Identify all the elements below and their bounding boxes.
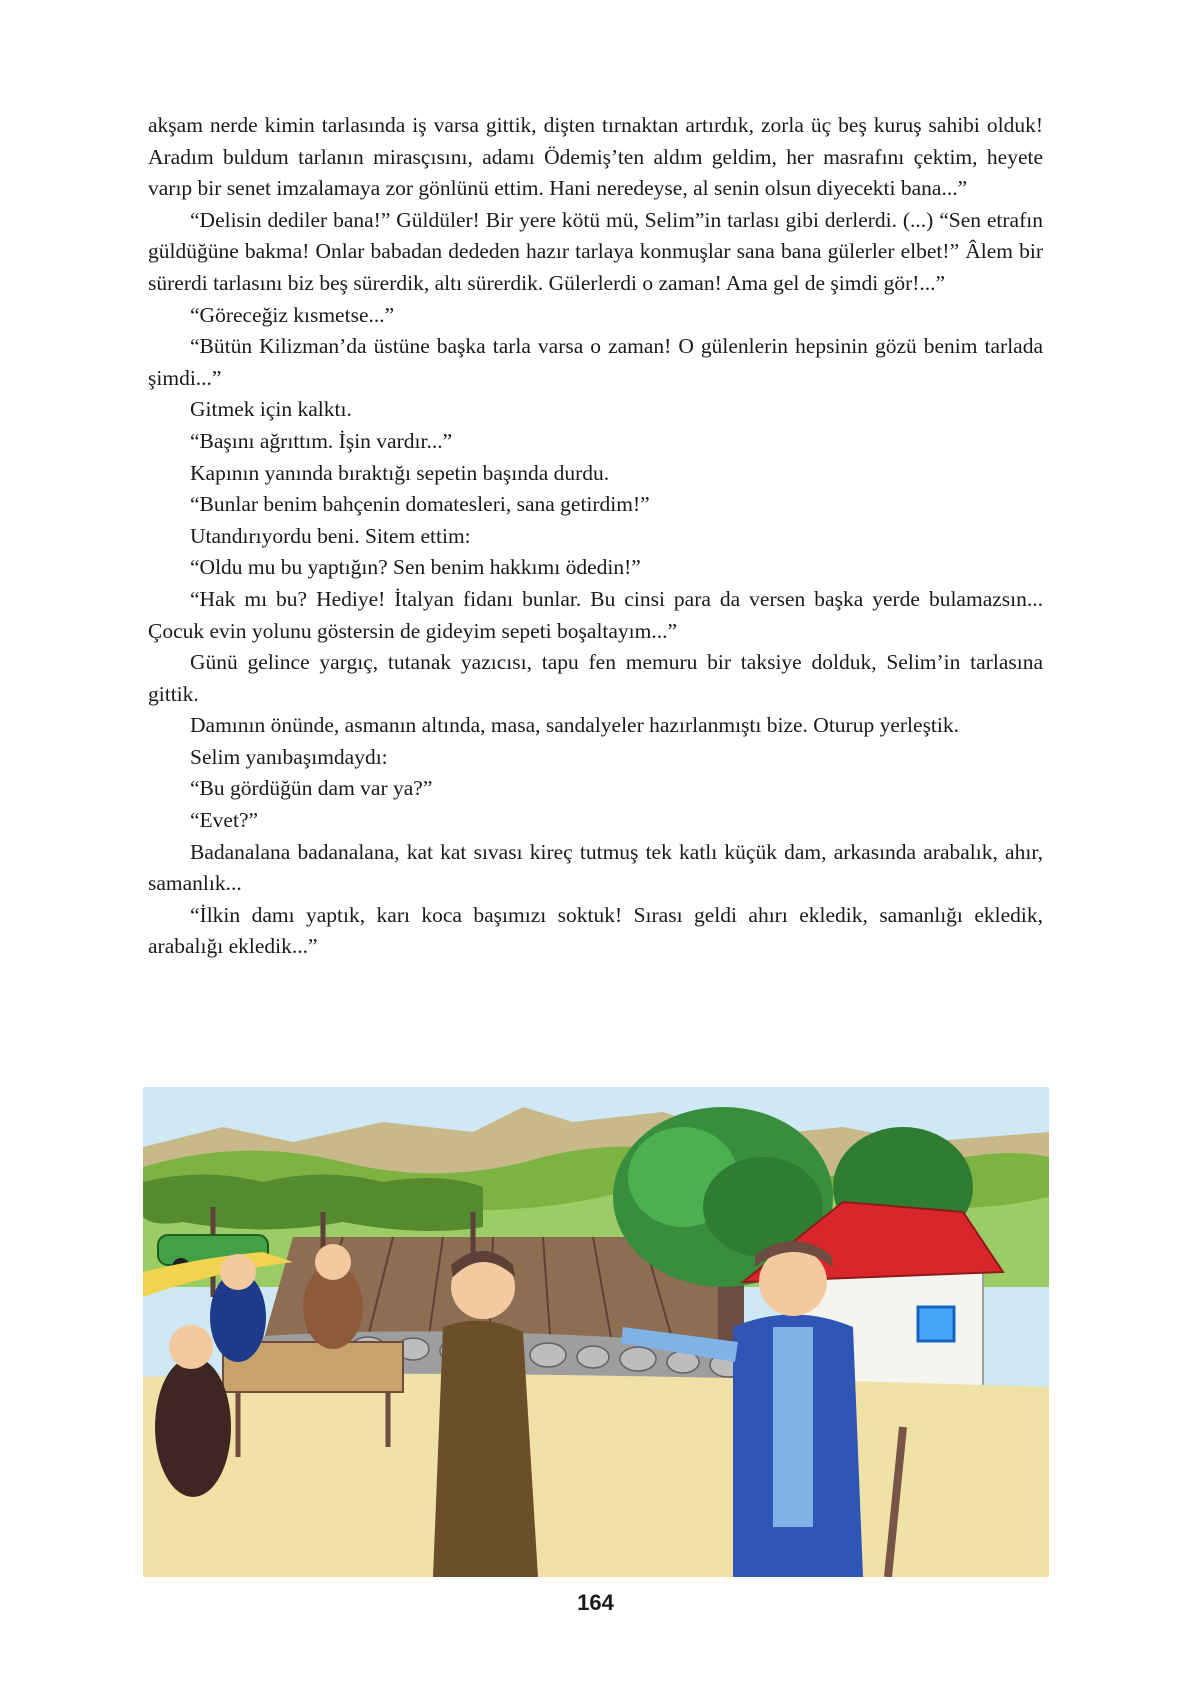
paragraph: “Bunlar benim bahçenin domatesleri, sana getirdim!” [190, 492, 650, 517]
vine-pergola [143, 1175, 483, 1232]
paragraph: “Evet?” [190, 808, 259, 833]
paragraph: Gitmek için kalktı. [190, 397, 352, 422]
paragraph: Kapının yanında bıraktığı sepetin başında durdu. [190, 460, 610, 485]
paragraph: Selim yanıbaşımdaydı: [190, 744, 388, 769]
paragraph: “Bütün Kilizman’da üstüne başka tarla varsa o zaman! O gülenlerin hepsinin gözü benim tarlada şimdi...” [148, 334, 1043, 390]
page-number: 164 [577, 1590, 614, 1615]
paragraph: “Bu gördüğün dam var ya?” [190, 776, 433, 801]
village-illustration [143, 1087, 1049, 1577]
paragraph: “Göreceğiz kısmetse...” [190, 302, 395, 327]
paragraph: Badanalana badanalana, kat kat sıvası kireç tutmuş tek katlı küçük dam, arkasında arabalık, ahır, samanlık... [148, 839, 1043, 896]
seated-man-1 [155, 1357, 231, 1497]
ground [143, 1374, 1049, 1577]
paragraph: “Başını ağrıttım. İşin vardır...” [190, 428, 453, 453]
paragraph: “Delisin dediler bana!” Güldüler! Bir yere kötü mü, Selim”in tarlası gibi derlerdi. (...) “Sen etrafın güldüğüne bakma! Onlar babadan dededen hazır tarlaya konmuşlar sana bana gülerler elbet!” Âlem bir sürerdi tarlasını biz beş sürerdik, altı sürerdik. Gülerlerdi o zaman! Ama gel de şimdi gör!...” [148, 207, 1043, 295]
paragraph: “İlkin damı yaptık, karı koca başımızı soktuk! Sırası geldi ahırı ekledik, samanlığı ekledik, arabalığı ekledik...” [148, 902, 1043, 959]
paragraph: “Hak mı bu? Hediye! İtalyan fidanı bunlar. Bu cinsi para da versen başka yerde bulamazsın... Çocuk evin yolunu göstersin de gideyim sepeti boşaltayım...” [148, 586, 1043, 643]
story-text [148, 110, 1043, 963]
paragraph: “Oldu mu bu yaptığın? Sen benim hakkımı ödedin!” [190, 555, 641, 580]
house-window [918, 1307, 954, 1341]
paragraph: Damının önünde, asmanın altında, masa, sandalyeler hazırlanmıştı bize. Oturup yerleştik. [190, 713, 960, 738]
paragraph: akşam nerde kimin tarlasında iş varsa gittik, dişten tırnaktan artırdık, zorla üç beş kuruş sahibi olduk! Aradım buldum tarlanın mirasçısını, adamı Ödemiş’ten aldım geldim, her masrafını çektim, heyete varıp bir senet imzalamaya zor gönlünü ettim. Hani neredeyse, al senin olsun diyecekti bana...” [148, 113, 1043, 201]
paragraph: Günü gelince yargıç, tutanak yazıcısı, tapu fen memuru bir taksiye dolduk, Selim’in tarlasına gittik. [148, 650, 1043, 706]
standing-man-back [433, 1321, 538, 1577]
paragraph: Utandırıyordu beni. Sitem ettim: [190, 523, 471, 548]
